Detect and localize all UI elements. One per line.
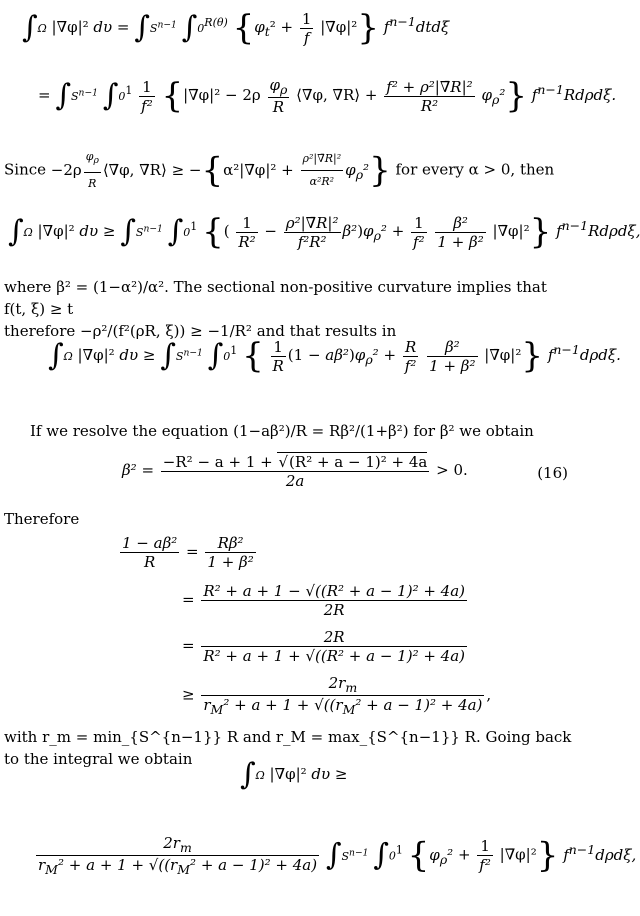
equation-16: β² = $\frac{\text{−R² − a + 1 + √(R² + a − 1)² + 4a}}{2a}$ > 0. [122,453,468,490]
equation-3: ∫Ω |∇φ|² $d\upsilon \ge \int S^{n-1}$ $\int 0^1$ { $\frac{1}{R}$ $(1 - a\beta^2)\varphi_\rho^2$ + $\frac{R}{\text{f²}}$ $\frac{\text{β²}}{\text{1 + β²}}$ |∇̄φ|²} $f^{n-1}d\rho d\xi$. [48,336,621,376]
aligned-chain-4: ≥ $\frac{2r_m}{r_M^2 + a + 1 + √((r_M^2 + a - 1)^2 + 4a)}$ , [182,674,492,717]
where-paragraph: where β² = (1−α²)/α². The sectional non-positive curvature implies that f(t, ξ) ≥ t therefore −ρ²/(f²(ρR, ξ)) ≥ −1/R² and that results in [4,278,547,340]
with-paragraph: with r_m = min_{S^{n−1}} R and r_M = max_{S^{n−1}} R. Going back to the integral we obtain [4,728,572,768]
equation-number: (16) [537,464,568,482]
aligned-chain-3: = $\frac{2R}{\text{R² + a + 1 + √((R² + a − 1)² + 4a)}}$ [182,628,466,665]
therefore-label: Therefore [4,510,80,528]
resolve-paragraph: If we resolve the equation (1−aβ²)/R = Rβ²/(1+β²) for β² we obtain [30,422,534,440]
equation-2: ∫Ω |∇φ|² $d\upsilon \ge \int S^{n-1}$ $\int 0^1$ {( $\frac{1}{\text{R²}}$ − $\frac{\text{ρ²|∇̄R|²}}{\text{f²R²}}$ $\beta^2)\varphi_\rho^2$ + $\frac{1}{\text{f²}}$ $\frac{\text{β²}}{\text{1 + β²}}$ |∇̄φ|²} $f^{n-1}Rd\rho d\xi$, [8,212,640,252]
aligned-chain-1: $\frac{\text{1 − aβ²}}{R}$ = $\frac{\text{Rβ²}}{\text{1 + β²}}$ [122,534,254,571]
equation-1-line-2: = $\int S^{n-1}$ $\int 0^1$ $\frac{1}{\text{f²}}$ {|∇̄φ|² − 2ρ $\frac{\varphi_\rho}{R}$ ⟨∇̄φ, ∇̄R⟩ + $\frac{\text{f² + ρ²|∇̄R|²}}{\text{R²}}$ $\varphi_\rho^2$} $f^{n-1}Rd\rho d\xi$. [38,76,617,116]
since-paragraph: Since −2ρ $\frac{\varphi_\rho}{R}$ ⟨∇̄φ, ∇̄R⟩ ≥ −{α²|∇̄φ|² + $\frac{\text{ρ²|∇̄R|²}}{\text{α²R²}}$ $\varphi_\rho^2$} for every α > 0, then [4,146,572,195]
final-integral-right: $\frac{2r_m}{r_M^2 + a + 1 + √((r_M^2 + a - 1)^2 + 4a)}$ $\int S^{n-1}$ $\int 0^1$ {$\varphi_\rho^2$ + $\frac{1}{\text{f²}}$ |∇̄φ|²} $f^{n-1}d\rho d\xi$, [38,834,637,877]
aligned-chain-2: = $\frac{\text{R² + a + 1 − √((R² + a − 1)² + 4a)}}{2R}$ [182,582,466,619]
final-integral-left: ∫Ω |∇φ|² dυ ≥ [240,757,348,792]
equation-1-line-1: ∫Ω |∇φ|² $d\upsilon = \int S^{n-1}$ $\int 0^{R(\theta)}$ {$\varphi_t^2$ + $\frac{1}{f}$ |∇̄φ|²} $f^{n-1}dtd\xi$ [22,8,450,48]
